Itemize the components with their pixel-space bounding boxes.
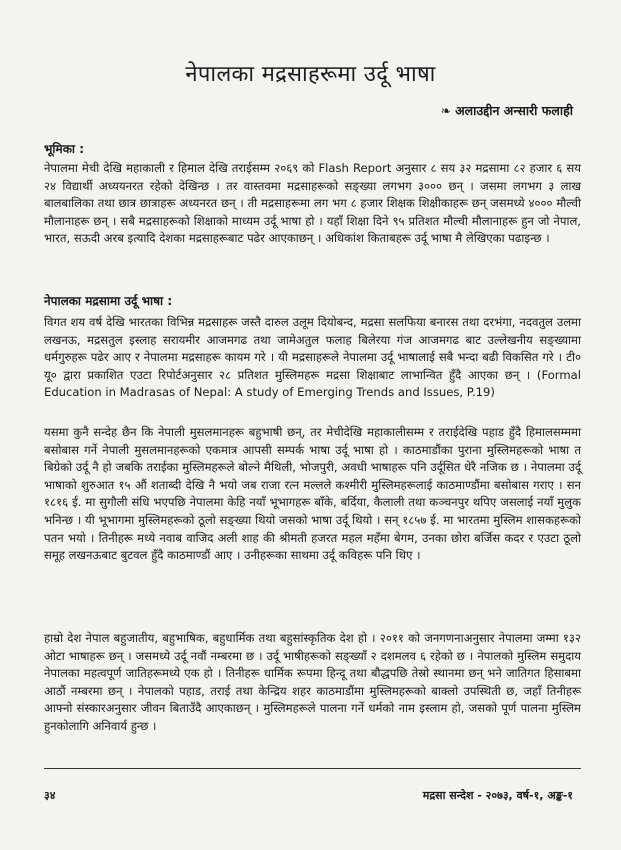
article-title: नेपालका मद्रसाहरूमा उर्दू भाषा — [185, 62, 436, 87]
author-line — [441, 102, 573, 119]
page-number: ३४ — [44, 789, 56, 802]
footer-divider — [44, 768, 581, 769]
paragraph-contact-language: यसमा कुनै सन्देह छैन कि नेपाली मुसलमानहरू बहुभाषी छन्, तर मेचीदेखि महाकालीसम्म र तराईदेखि पहाड हुँदै हिमालसम्ममा बसोबास गर्ने नेपाली मुसलमानहरूको एकमात्र आपसी सम्पर्क भाषा उर्दू भाषा हो । काठमाडौंका पुराना मुस्लिमहरूको भाषा त बिग्रेको उर्दू नै हो जबकि तराईका मुस्लिमहरूले बोल्ने मैथिली, भोजपुरी, अवधी भाषाहरू पनि उर्दूसित धेरै नजिक छ । नेपालमा उर्दू भाषाको शुरुआत १५ औं शताब्दी देखि नै भयो जब राजा रत्न मल्लले कश्मीरी मुस्लिमहरूलाई काठमाण्डौंमा बसोबास गराए । सन १८१६ ई. मा सुगौली संधि भएपछि नेपालमा केहि नयाँ भूभागहरू बाँके, बर्दिया, कैलाली तथा कञ्चनपुर थपिए जसलाई नयाँ मुलुक भनिन्छ । यी भूभागमा मुस्लिमहरूको ठूलो सङ्ख्या थियो जसको भाषा उर्दू थियो । सन् १८५७ ई. मा भारतमा मुस्लिम शासकहरूको पतन भयो । तिनीहरू मध्ये नवाब वाजिद अली शाह की श्रीमती हजरत महल महँमा बेगम, उनका छोरा बर्जिस कदर र एउटा ठूलो समूह लखनऊबाट बुटवल हुँदै काठमाण्डौं आए । उनीहरूका साथमा उर्दू कविहरू पनि थिए । — [44, 425, 581, 563]
journal-info: मद्रसा सन्देश - २०७३, वर्ष-१, अङ्क-१ — [422, 789, 573, 802]
fleuron-icon: ❧ — [440, 103, 452, 118]
author-name: अलाउद्दीन अन्सारी फलाही — [455, 103, 573, 118]
section-heading-intro: भूमिका : — [44, 142, 85, 156]
paragraph-intro: नेपालमा मेची देखि महाकाली र हिमाल देखि तराईसम्म २०६९ को Flash Report अनुसार ८ सय ३२ मद्रसामा ८२ हजार ६ सय २४ विद्यार्थी अध्ययनरत रहेको देखिन्छ । तर वास्तवमा मद्रसाहरूको सङ्ख्या लगभग ३००० छन् । जसमा लगभग ३ लाख बालबालिका तथा छात्र छात्राहरू अध्यनरत छन् । ती मद्रसाहरूमा लग भग ८ हजार शिक्षक शिक्षीकाहरू छन् जसमध्ये ४००० मौल्वी मौलानाहरू छन् । सबै मद्रसाहरूको शिक्षाको माध्यम उर्दू भाषा हो । यहाँ शिक्षा दिने ९५ प्रतिशत मौल्वी मौलानाहरू हुन जो नेपाल, भारत, सऊदी अरब इत्यादि देशका मद्रसाहरूबाट पढेर आएकाछन् । अधिकांश किताबहरू उर्दू भाषा मै लेखिएका पढाइन्छ । — [44, 161, 581, 246]
paragraph-history: विगत शय वर्ष देखि भारतका विभिन्न मद्रसाहरू जस्तै दारुल उलूम दियोबन्द, मद्रसा सलफिया बनारस तथा दरभंगा, नदवतुल उलमा लखनऊ, मद्रसतुल इस्लाह सरायमीर आजमगढ तथा जामेअतुल फलाह बिलेरया गंज आजमगढ बाट उल्लेखनीय सङ्ख्यामा धर्मगुरुहरू पढेर आए र नेपालमा मद्रसाहरू कायम गरे । यी मद्रसाहरूले नेपालमा उर्दू भाषालाई सबै भन्दा बढी विकसित गरे । टी० यू० द्वारा प्रकाशित एउटा रिपोर्टअनुसार २८ प्रतिशत मुस्लिमहरू मद्रसा शिक्षाबाट लाभान्वित हुँदै आएका छन् । (Formal Education in Madrasas of Nepal: A study of Emerging Trends and Issues, P.19) — [44, 315, 581, 400]
paragraph-census: हाम्रो देश नेपाल बहुजातीय, बहुभाषिक, बहुधार्मिक तथा बहुसांस्कृतिक देश हो । २०११ को जनगणनाअनुसार नेपालमा जम्मा १३२ ओटा भाषाहरू छन् । जसमध्ये उर्दू नवौं नम्बरमा छ । उर्दू भाषीहरूको सङ्ख्याँ २ दशमलव ६ रहेको छ । नेपालको मुस्लिम समुदाय नेपालका महत्वपूर्ण जातिहरूमध्ये एक हो । तिनीहरू धार्मिक रूपमा हिन्दू तथा बौद्धपछि तेस्रो स्थानमा छन् भने जातिगत हिसाबमा आठौं नम्बरमा छन् । नेपालको पहाड, तराई तथा केन्द्रिय शहर काठमाडौंमा मुस्लिमहरूको बाक्लो उपस्थिती छ, जहाँ तिनीहरू आफ्नो संस्कारअनुसार जीवन बिताउँदै आएकाछन् । मुस्लिमहरूले पालना गर्ने धर्मको नाम इस्लाम हो, जसको पूर्ण पालना मुस्लिम हुनकोलागि अनिवार्य हुन्छ । — [44, 631, 581, 733]
section-heading-urdu-in-madrasas: नेपालका मद्रसामा उर्दू भाषा : — [44, 294, 173, 308]
